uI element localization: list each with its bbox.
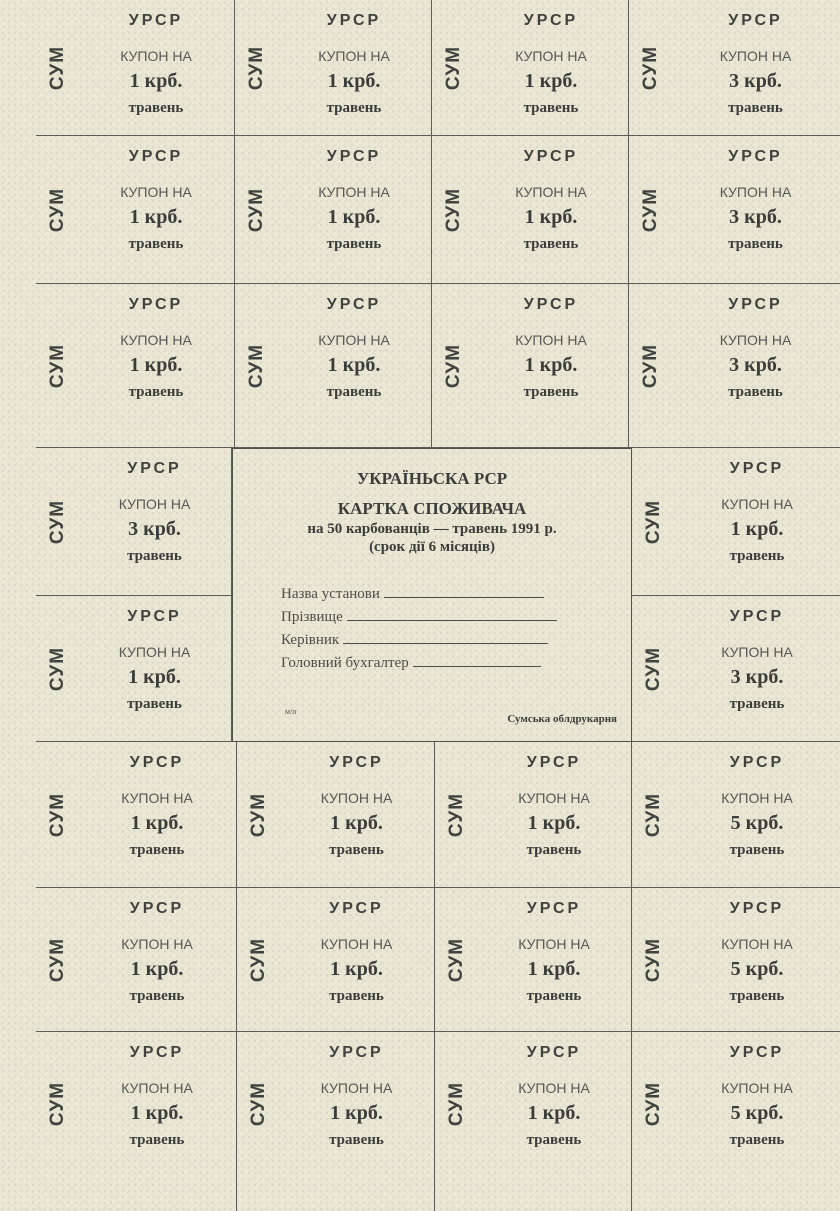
coupon-city: СУМ — [47, 1081, 68, 1127]
coupon — [435, 1032, 632, 1211]
coupon-month: травень — [728, 384, 783, 400]
coupon-value: 1 крб. — [527, 1102, 581, 1124]
coupon-value: 3 крб. — [128, 518, 181, 540]
coupon — [36, 448, 232, 596]
coupon-label: КУПОН НА — [120, 48, 192, 64]
surname-label: Прізвище — [281, 609, 343, 625]
coupon-header: УРСР — [329, 754, 384, 771]
coupon-header: УРСР — [129, 1044, 185, 1061]
institution-line — [384, 585, 544, 598]
coupon — [632, 1032, 840, 1211]
coupon-city: СУМ — [47, 937, 68, 982]
coupon — [36, 136, 235, 284]
coupon-label: КУПОН НА — [719, 332, 792, 348]
coupon-month: травень — [729, 988, 785, 1004]
coupon-label: КУПОН НА — [721, 496, 793, 512]
coupon-month: травень — [729, 696, 785, 712]
coupon-label: КУПОН НА — [721, 790, 793, 806]
coupon-city: СУМ — [47, 646, 68, 691]
coupon-city: СУМ — [47, 499, 68, 544]
coupon-label: КУПОН НА — [118, 644, 191, 660]
coupon-month: травень — [329, 842, 384, 858]
coupon-value: 1 крб. — [130, 958, 184, 980]
coupon-header: УРСР — [729, 608, 785, 625]
coupon-value: 5 крб. — [730, 958, 784, 980]
coupon-header: УРСР — [526, 1044, 582, 1061]
coupon-value: 1 крб. — [327, 354, 381, 376]
coupon-month: травень — [526, 988, 582, 1004]
coupon — [632, 742, 840, 888]
coupon-header: УРСР — [129, 900, 185, 917]
coupon — [36, 742, 237, 888]
coupon-month: травень — [526, 1132, 582, 1148]
coupon-city: СУМ — [443, 45, 464, 90]
coupon-city: СУМ — [640, 343, 661, 388]
coupon-label: КУПОН НА — [118, 496, 191, 512]
coupon-header: УРСР — [526, 754, 582, 771]
coupon-header: УРСР — [729, 460, 785, 477]
coupon-header: УРСР — [523, 148, 579, 165]
coupon-header: УРСР — [728, 12, 783, 29]
coupon-city: СУМ — [248, 1081, 269, 1127]
coupon-value: 1 крб. — [527, 812, 581, 834]
coupon-label: КУПОН НА — [320, 936, 393, 952]
coupon-month: травень — [729, 842, 785, 858]
coupon — [432, 284, 629, 448]
coupon-value: 1 крб. — [129, 70, 183, 92]
stamp-place: м/п — [285, 707, 297, 716]
coupon-month: травень — [729, 548, 785, 564]
coupon-month: травень — [523, 236, 579, 252]
coupon — [632, 888, 840, 1032]
card-validity: (срок дії 6 місяців) — [369, 539, 495, 555]
coupon-header: УРСР — [128, 296, 184, 313]
manager-label: Керівник — [281, 632, 340, 648]
coupon-month: травень — [129, 842, 185, 858]
card-title: КАРТКА СПОЖИВАЧА — [337, 499, 527, 518]
coupon-city: СУМ — [643, 792, 664, 837]
coupon-header: УРСР — [523, 296, 579, 313]
coupon-label: КУПОН НА — [719, 184, 792, 200]
coupon-month: травень — [523, 384, 579, 400]
coupon-label: КУПОН НА — [121, 790, 193, 806]
manager-field[interactable] — [281, 631, 548, 649]
coupon-header: УРСР — [329, 1044, 384, 1061]
coupon-label: КУПОН НА — [121, 936, 193, 952]
coupon-value: 1 крб. — [527, 958, 581, 980]
coupon-city: СУМ — [446, 792, 467, 837]
coupon-header: УРСР — [326, 148, 382, 165]
accountant-line — [413, 654, 541, 667]
card-subtitle: на 50 карбованців — травень 1991 р. — [307, 521, 557, 537]
coupon-value: 1 крб. — [330, 1102, 383, 1124]
coupon-value: 3 крб. — [729, 70, 782, 92]
coupon-month: травень — [329, 988, 384, 1004]
coupon — [36, 1032, 237, 1211]
coupon-label: КУПОН НА — [721, 1080, 793, 1096]
coupon — [629, 284, 840, 448]
coupon-month: травень — [526, 842, 582, 858]
coupon-value: 3 крб. — [729, 206, 782, 228]
coupon-city: СУМ — [246, 45, 267, 90]
coupon-value: 1 крб. — [128, 666, 181, 688]
coupon-month: травень — [728, 100, 783, 116]
coupon — [237, 742, 435, 888]
coupon-header: УРСР — [729, 754, 785, 771]
coupon — [632, 448, 840, 596]
coupon-header: УРСР — [127, 460, 182, 477]
coupon-city: СУМ — [640, 187, 661, 232]
coupon-label: КУПОН НА — [120, 184, 192, 200]
coupon-header: УРСР — [523, 12, 579, 29]
coupon-month: травень — [326, 236, 382, 252]
coupon-value: 1 крб. — [327, 206, 381, 228]
coupon-label: КУПОН НА — [120, 332, 192, 348]
coupon-value: 1 крб. — [330, 958, 383, 980]
coupon-city: СУМ — [47, 343, 68, 388]
coupon-label: КУПОН НА — [318, 332, 390, 348]
coupon-month: травень — [129, 1132, 185, 1148]
coupon-header: УРСР — [728, 148, 783, 165]
coupon-value: 1 крб. — [524, 70, 578, 92]
coupon-label: КУПОН НА — [515, 48, 587, 64]
coupon-value: 5 крб. — [730, 812, 784, 834]
coupon — [235, 136, 432, 284]
coupon-label: КУПОН НА — [721, 644, 793, 660]
coupon-label: КУПОН НА — [515, 332, 587, 348]
coupon — [432, 0, 629, 136]
coupon-month: травень — [128, 384, 184, 400]
coupon-label: КУПОН НА — [320, 790, 393, 806]
coupon-header: УРСР — [129, 754, 185, 771]
coupon-city: СУМ — [643, 1081, 664, 1127]
coupon-value: 3 крб. — [729, 354, 782, 376]
coupon-city: СУМ — [643, 646, 664, 691]
coupon-header: УРСР — [127, 608, 182, 625]
coupon-city: СУМ — [248, 792, 269, 837]
coupon — [36, 596, 232, 742]
coupon-city: СУМ — [443, 343, 464, 388]
coupon-city: СУМ — [446, 1081, 467, 1127]
coupon-value: 1 крб. — [330, 812, 383, 834]
coupon-value: 3 крб. — [730, 666, 784, 688]
coupon-header: УРСР — [326, 12, 382, 29]
coupon-header: УРСР — [128, 12, 184, 29]
coupon — [629, 136, 840, 284]
consumer-card — [232, 448, 632, 742]
coupon-city: СУМ — [443, 187, 464, 232]
coupon-month: травень — [128, 100, 184, 116]
institution-label: Назва установи — [281, 586, 380, 602]
surname-line — [347, 608, 557, 621]
coupon-month: травень — [728, 236, 783, 252]
coupon — [632, 596, 840, 742]
coupon-city: СУМ — [47, 45, 68, 90]
coupon-value: 1 крб. — [130, 812, 184, 834]
coupon-value: 1 крб. — [524, 354, 578, 376]
coupon-city: СУМ — [643, 499, 664, 544]
coupon-header: УРСР — [729, 1044, 785, 1061]
coupon-label: КУПОН НА — [121, 1080, 193, 1096]
coupon-label: КУПОН НА — [721, 936, 793, 952]
coupon — [235, 0, 432, 136]
coupon-value: 1 крб. — [327, 70, 381, 92]
coupon — [36, 284, 235, 448]
card-republic: УКРАЇНЬСКА РСР — [356, 469, 508, 488]
coupon-city: СУМ — [47, 792, 68, 837]
coupon-value: 1 крб. — [129, 354, 183, 376]
coupon — [235, 284, 432, 448]
coupon-month: травень — [129, 988, 185, 1004]
coupon — [36, 888, 237, 1032]
coupon-month: травень — [326, 100, 382, 116]
coupon-city: СУМ — [446, 937, 467, 982]
coupon-label: КУПОН НА — [518, 1080, 590, 1096]
manager-line — [343, 631, 548, 644]
coupon-label: КУПОН НА — [518, 790, 590, 806]
coupon-header: УРСР — [526, 900, 582, 917]
coupon-label: КУПОН НА — [518, 936, 590, 952]
coupon-label: КУПОН НА — [515, 184, 587, 200]
coupon-month: травень — [329, 1132, 384, 1148]
coupon-header: УРСР — [329, 900, 384, 917]
coupon-value: 1 крб. — [524, 206, 578, 228]
coupon-value: 1 крб. — [130, 1102, 184, 1124]
coupon-value: 1 крб. — [730, 518, 784, 540]
coupon-header: УРСР — [128, 148, 184, 165]
coupon — [432, 136, 629, 284]
coupon-label: КУПОН НА — [320, 1080, 393, 1096]
coupon-month: травень — [128, 236, 184, 252]
coupon-city: СУМ — [47, 187, 68, 232]
coupon-month: травень — [127, 696, 182, 712]
coupon-month: травень — [326, 384, 382, 400]
coupon-city: СУМ — [643, 937, 664, 982]
coupon-header: УРСР — [326, 296, 382, 313]
printer-name: Сумська облдрукарня — [507, 713, 617, 725]
coupon-header: УРСР — [728, 296, 783, 313]
coupon-value: 1 крб. — [129, 206, 183, 228]
coupon — [629, 0, 840, 136]
coupon — [237, 888, 435, 1032]
surname-field[interactable] — [281, 608, 557, 626]
coupon-month: травень — [523, 100, 579, 116]
coupon-month: травень — [729, 1132, 785, 1148]
coupon — [435, 888, 632, 1032]
coupon-month: травень — [127, 548, 182, 564]
coupon-city: СУМ — [246, 187, 267, 232]
coupon — [36, 0, 235, 136]
coupon-value: 5 крб. — [730, 1102, 784, 1124]
coupon-city: СУМ — [248, 937, 269, 982]
coupon-label: КУПОН НА — [318, 184, 390, 200]
coupon-city: СУМ — [640, 45, 661, 90]
coupon-label: КУПОН НА — [719, 48, 792, 64]
accountant-label: Головний бухгалтер — [281, 655, 409, 671]
coupon-header: УРСР — [729, 900, 785, 917]
coupon-city: СУМ — [246, 343, 267, 388]
accountant-field[interactable] — [281, 654, 541, 672]
coupon — [435, 742, 632, 888]
coupon — [237, 1032, 435, 1211]
coupon-label: КУПОН НА — [318, 48, 390, 64]
institution-field[interactable] — [281, 585, 544, 603]
